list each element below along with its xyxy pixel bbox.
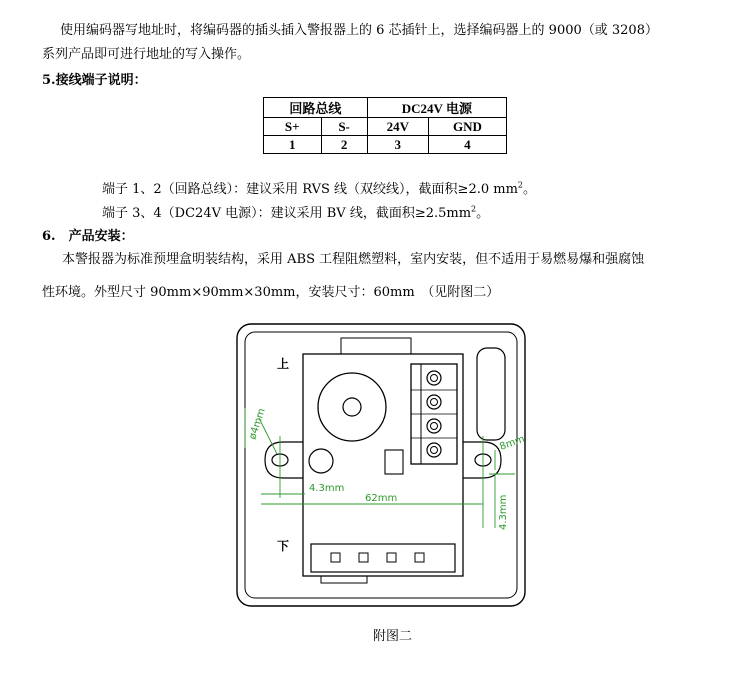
terminal-label: GND — [428, 118, 506, 136]
bottom-connector — [311, 544, 455, 572]
installation-diagram — [225, 318, 535, 613]
dim-hole-label: ø4mm — [247, 407, 268, 441]
bottom-tab — [321, 576, 367, 583]
terminal-note-1-end: 。 — [523, 182, 537, 197]
round-component — [309, 449, 333, 473]
terminal-note-2-text: 端子 3、4（DC24V 电源）：建议采用 BV 线，截面积≥2.5mm — [102, 206, 472, 221]
terminal-header-power: DC24V 电源 — [367, 98, 506, 118]
terminal-note-1 — [102, 178, 536, 197]
terminal-note-2-end: 。 — [476, 206, 490, 221]
superscript: 2 — [517, 180, 524, 190]
inner-housing — [245, 332, 517, 598]
superscript: 2 — [471, 204, 477, 214]
terminal-label: S+ — [264, 118, 322, 136]
dim-43-vertical-label: 4.3mm — [498, 494, 509, 530]
terminal-number: 3 — [367, 136, 428, 154]
connector-pins — [331, 553, 424, 562]
terminal-header-loop: 回路总线 — [264, 98, 368, 118]
install-line-1: 本警报器为标准预埋盒明装结构，采用 ABS 工程阻燃塑料，室内安装，但不适用于易燃易爆和强腐蚀 — [62, 252, 645, 267]
section-5-title: 5.接线端子说明： — [42, 73, 147, 88]
dim-43-horizontal-label: 4.3mm — [309, 483, 345, 494]
buzzer — [318, 373, 386, 441]
terminal-number: 4 — [428, 136, 506, 154]
label-bottom: 下 — [277, 539, 290, 553]
terminal-table — [263, 97, 507, 154]
terminal-note-2 — [102, 202, 489, 221]
top-notch — [341, 338, 411, 354]
intro-line-2: 系列产品即可进行地址的写入操作。 — [42, 47, 251, 62]
pcb-board — [303, 354, 463, 576]
terminal-label: 24V — [367, 118, 428, 136]
right-slot — [477, 348, 505, 440]
install-line-2: 性环境。外型尺寸 90mm×90mm×30mm，安装尺寸：60mm （见附图二） — [42, 285, 500, 300]
figure-caption: 附图二 — [373, 629, 413, 644]
dim-62-label: 62mm — [365, 493, 398, 504]
terminal-note-1-text: 端子 1、2（回路总线）：建议采用 RVS 线（双绞线），截面积≥2.0 mm — [102, 182, 518, 197]
terminal-number: 2 — [321, 136, 367, 154]
rect-component — [385, 450, 403, 474]
terminal-number: 1 — [264, 136, 322, 154]
buzzer-center — [343, 398, 361, 416]
dim-8-label: 8mm — [498, 433, 527, 453]
label-top: 上 — [277, 357, 290, 371]
section-6-title: 6. 产品安装： — [42, 229, 134, 244]
terminal-label: S- — [321, 118, 367, 136]
intro-line-1: 使用编码器写地址时，将编码器的插头插入警报器上的 6 芯插针上，选择编码器上的 9000（或 3208） — [60, 23, 658, 38]
left-mounting-ear — [265, 442, 303, 478]
